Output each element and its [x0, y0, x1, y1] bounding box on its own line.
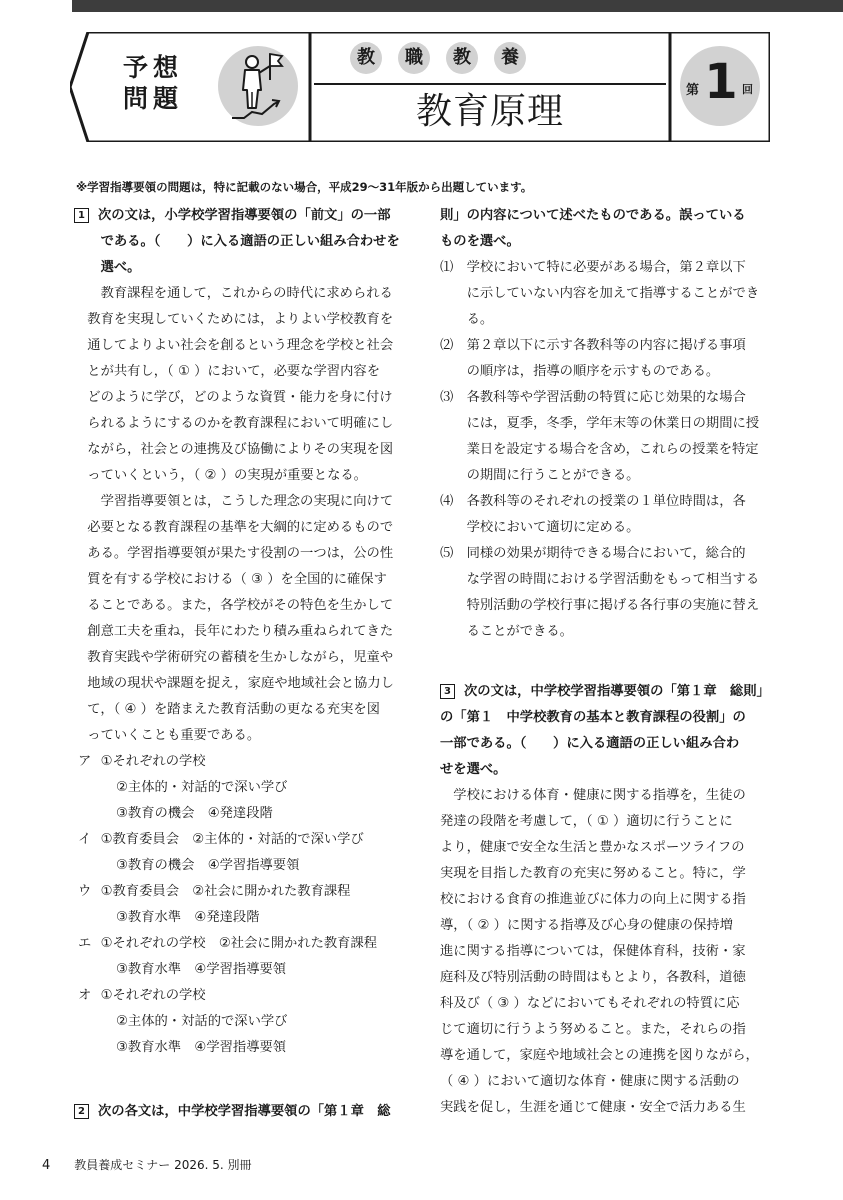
header-box — [70, 32, 770, 142]
q2-item[interactable]: ⑸ 同様の効果が期待できる場合において，総合的 — [440, 541, 770, 567]
page-footer — [42, 1156, 252, 1173]
page-number: 4 — [42, 1158, 51, 1173]
q1-option[interactable]: ウ ①教育委員会 ②社会に開かれた教育課程 — [74, 879, 404, 905]
q1-passage-line: 創意工夫を重ね，長年にわたり積み重ねられてきた — [87, 624, 394, 639]
q3-prompt-line: 3 次の文は，中学校学習指導要領の「第１章 総則」 — [440, 679, 770, 705]
q2-prompt-line: 2 次の各文は，中学校学習指導要領の「第１章 総 — [74, 1099, 404, 1125]
q2-item-line: には，夏季，冬季，学年末等の休業日の期間に授 — [466, 416, 760, 431]
q1-passage-line: っていくことも重要である。 — [87, 728, 261, 743]
q1-option[interactable]: エ ①それぞれの学校 ②社会に開かれた教育課程 — [74, 931, 404, 957]
q2-item-line: 特別活動の学校行事に掲げる各行事の実施に替え — [466, 598, 760, 613]
badge-line-2: 問題 — [122, 84, 183, 113]
q3-passage-line: 庭科及び特別活動の時間はもとより，各教科，道徳 — [440, 970, 746, 985]
category-char: 教 — [350, 42, 382, 74]
option-label: ア — [78, 754, 92, 769]
q3-passage-line: 科及び（ ③ ）などにおいてもそれぞれの特質に応 — [440, 996, 740, 1011]
q1-passage-line: て，（ ④ ）を踏まえた教育活動の更なる充実を図 — [87, 702, 380, 717]
item-label: ⑴ — [440, 260, 454, 275]
q1-option-line: ③教育水準 ④発達段階 — [116, 910, 260, 925]
q1-option-line: ③教育の機会 ④学習指導要領 — [116, 858, 300, 873]
item-label: ⑷ — [440, 494, 454, 509]
q2-item-line: の期間に行うことができる。 — [466, 468, 640, 483]
q1-passage-line: 教育実践や学術研究の蓄積を生かしながら，児童や — [87, 650, 394, 665]
q2-number: 2 — [74, 1104, 89, 1119]
publication-name: 教員養成セミナー 2026. 5. 別冊 — [74, 1158, 252, 1172]
q3-passage-line: 実現を目指した教育の充実に努めること。特に，学 — [440, 866, 746, 881]
q2-prompt-line: 則」の内容について述べたものである。誤っている — [440, 208, 746, 223]
q1-number: 1 — [74, 208, 89, 223]
q3-passage-line: （ ④ ）において適切な体育・健康に関する活動の — [440, 1074, 740, 1089]
q1-passage-line: ることである。また，各学校がその特色を生かして — [87, 598, 394, 613]
person-with-flag-icon-svg — [218, 46, 298, 126]
q1-option[interactable]: イ ①教育委員会 ②主体的・対話的で深い学び — [74, 827, 404, 853]
option-label: ウ — [78, 884, 92, 899]
q1-passage-line: ながら，社会との連携及び協働によりその実現を図 — [87, 442, 394, 457]
q1-passage-line: 学習指導要領とは，こうした理念の実現に向けて — [100, 494, 394, 509]
item-label: ⑸ — [440, 546, 454, 561]
round-suffix: 回 — [742, 83, 753, 96]
q3-passage-line: 学校における体育・健康に関する指導を，生徒の — [453, 788, 746, 803]
q3-prompt-line: せを選べ。 — [440, 762, 507, 777]
q1-option[interactable]: オ ①それぞれの学校 — [74, 983, 404, 1009]
top-bar — [72, 0, 843, 12]
q2-item-line: る。 — [466, 312, 494, 327]
q3-passage-line: 導，（ ② ）に関する指導及び心身の健康の保持増 — [440, 918, 733, 933]
left-column — [74, 203, 404, 1125]
q2-item-line: に示していない内容を加えて指導することができ — [466, 286, 760, 301]
q3-passage-line: じて適切に行うよう努めること。また，それらの指 — [440, 1022, 746, 1037]
q1-passage-line: られるようにするのかを教育課程において明確にし — [87, 416, 394, 431]
q1-passage-line: 教育を実現していくためには，よりよい学校教育を — [87, 312, 394, 327]
q1-option[interactable]: ア ①それぞれの学校 — [74, 749, 404, 775]
q3-prompt-line: 一部である。（ ）に入る適語の正しい組み合わ — [440, 736, 740, 751]
q1-option-line: ②主体的・対話的で深い学び — [116, 1014, 288, 1029]
q1-passage-line: 通してよりよい社会を創るという理念を学校と社会 — [87, 338, 394, 353]
q1-option-line: ③教育の機会 ④発達段階 — [116, 806, 273, 821]
q1-passage-line: 地域の現状や課題を捉え，家庭や地域社会と協力し — [87, 676, 394, 691]
category-label — [328, 42, 668, 74]
q1-passage-line: 教育課程を通して，これからの時代に求められる — [100, 286, 393, 301]
q3-number: 3 — [440, 684, 455, 699]
category-char: 教 — [446, 42, 478, 74]
q1-passage-line: っていくという，（ ② ）の実現が重要となる。 — [87, 468, 367, 483]
q2-item-line: 学校において適切に定める。 — [466, 520, 640, 535]
q1-passage-line: とが共有し，（ ① ）において，必要な学習内容を — [87, 364, 380, 379]
q2-item[interactable]: ⑵ 第２章以下に示す各教科等の内容に掲げる事項 — [440, 333, 770, 359]
q3-passage-line: より，健康で安全な生活と豊かなスポーツライフの — [440, 840, 745, 855]
q3-passage-line: 導を通して，家庭や地域社会との連携を図りながら， — [440, 1048, 759, 1063]
q3-passage-line: 発達の段階を考慮して，（ ① ）適切に行うことに — [440, 814, 733, 829]
person-with-flag-icon — [218, 46, 298, 126]
q1-passage-line: 必要となる教育課程の基準を大綱的に定めるもので — [87, 520, 394, 535]
category-char: 養 — [494, 42, 526, 74]
q2-item[interactable]: ⑴ 学校において特に必要がある場合，第２章以下 — [440, 255, 770, 281]
round-number: 1 — [704, 54, 738, 110]
round-badge — [680, 46, 760, 126]
q1-passage-line: ある。学習指導要領が果たす役割の一つは，公の性 — [87, 546, 394, 561]
q1-passage-line: どのように学び，どのような資質・能力を身に付け — [87, 390, 393, 405]
q1-option-line: ②主体的・対話的で深い学び — [116, 780, 288, 795]
q2-item-line: 業日を設定する場合を含め，これらの授業を特定 — [466, 442, 759, 457]
spacer — [440, 645, 770, 671]
q3-passage-line: 実践を促し，生涯を通じて健康・安全で活力ある生 — [440, 1100, 746, 1115]
q3-passage-line: 進に関する指導については，保健体育科，技術・家 — [440, 944, 746, 959]
q3-passage-line: 校における食育の推進並びに体力の向上に関する指 — [440, 892, 746, 907]
q2-item-line: な学習の時間における学習活動をもって相当する — [466, 572, 760, 587]
spacer — [74, 1061, 404, 1087]
q1-passage-line: 質を有する学校における（ ③ ）を全国的に確保す — [87, 572, 387, 587]
round-prefix: 第 — [686, 83, 700, 98]
category-char: 職 — [398, 42, 430, 74]
q2-prompt-line: ものを選べ。 — [440, 234, 520, 249]
q1-prompt-line: である。（ ）に入る適語の正しい組み合わせを — [100, 234, 400, 249]
item-label: ⑵ — [440, 338, 454, 353]
option-label: イ — [78, 832, 92, 847]
q1-option-line: ③教育水準 ④学習指導要領 — [116, 962, 287, 977]
item-label: ⑶ — [440, 390, 454, 405]
q2-item-line: の順序は，指導の順序を示すものである。 — [466, 364, 720, 379]
badge-line-1: 予想 — [122, 53, 183, 82]
option-label: オ — [78, 988, 92, 1003]
q2-item[interactable]: ⑷ 各教科等のそれぞれの授業の１単位時間は，各 — [440, 489, 770, 515]
option-label: エ — [78, 936, 92, 951]
yoso-badge — [118, 52, 188, 114]
q2-item-line: ることができる。 — [466, 624, 573, 639]
q1-option-line: ③教育水準 ④学習指導要領 — [116, 1040, 287, 1055]
q1-prompt-line: 選べ。 — [100, 260, 141, 275]
q1-prompt-line: 1 次の文は，小学校学習指導要領の「前文」の一部 — [74, 203, 404, 229]
right-column — [440, 203, 770, 1121]
q2-item[interactable]: ⑶ 各教科等や学習活動の特質に応じ効果的な場合 — [440, 385, 770, 411]
exam-note: ※学習指導要領の問題は，特に記載のない場合，平成29～31年版から出題しています。 — [76, 180, 533, 194]
q3-prompt-line: の「第１ 中学校教育の基本と教育課程の役割」の — [440, 710, 746, 725]
subject-title: 教育原理 — [415, 91, 564, 132]
